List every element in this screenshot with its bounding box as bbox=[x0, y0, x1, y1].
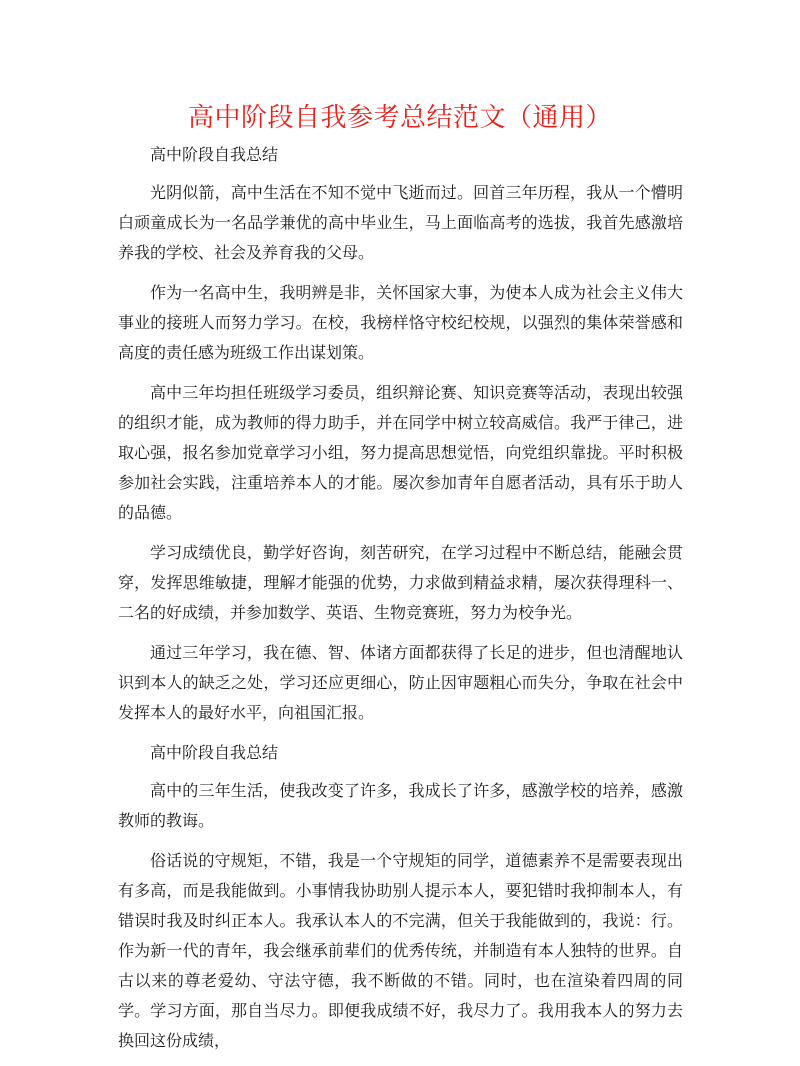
document-title: 高中阶段自我参考总结范文（通用） bbox=[187, 103, 612, 133]
paragraph: 俗话说的守规矩，不错，我是一个守规矩的同学，道德素养不是需要表现出有多高，而是我能做到。小事情我协助别人提示本人，要犯错时我抑制本人，有错误时我及时纠正本人。我承认本人的不完满，但关于我能做到的，我说：行。作为新一代的青年，我会继承前辈们的优秀传统，并制造有本人独特的世界。自古以来的尊老爱幼、守法守德，我不断做的不错。同时，也在渲染着四周的同学。学习方面，那自当尽力。即便我成绩不好，我尽力了。我用我本人的努力去换回这份成绩， bbox=[118, 851, 683, 1050]
document-body bbox=[118, 140, 683, 1066]
paragraph: 通过三年学习，我在德、智、体诸方面都获得了长足的进步，但也清醒地认识到本人的缺乏之处，学习还应更细心，防止因审题粗心而失分，争取在社会中发挥本人的最好水平，向祖国汇报。 bbox=[118, 643, 683, 722]
paragraph: 学习成绩优良，勤学好咨询，刻苦研究，在学习过程中不断总结，能融会贯穿，发挥思维敏捷，理解才能强的优势，力求做到精益求精，屡次获得理科一、二名的好成绩，并参加数学、英语、生物竞赛班，努力为校争光。 bbox=[118, 543, 683, 622]
paragraph: 高中的三年生活，使我改变了许多，我成长了许多，感激学校的培养，感激教师的教诲。 bbox=[118, 781, 683, 830]
paragraph: 作为一名高中生，我明辨是非，关怀国家大事，为使本人成为社会主义伟大事业的接班人而努力学习。在校，我榜样恪守校纪校规，以强烈的集体荣誉感和高度的责任感为班级工作出谋划策。 bbox=[118, 283, 683, 362]
section-heading-1: 高中阶段自我总结 bbox=[150, 145, 279, 164]
section-heading-2: 高中阶段自我总结 bbox=[150, 743, 279, 762]
paragraph: 光阴似箭，高中生活在不知不觉中飞逝而过。回首三年历程，我从一个懵明白顽童成长为一名品学兼优的高中毕业生，马上面临高考的选拔，我首先感激培养我的学校、社会及养育我的父母。 bbox=[118, 183, 683, 262]
paragraph: 高中三年均担任班级学习委员，组织辩论赛、知识竞赛等活动，表现出较强的组织才能，成为教师的得力助手，并在同学中树立较高威信。我严于律己，进取心强，报名参加党章学习小组，努力提高思想觉悟，向党组织靠拢。平时积极参加社会实践，注重培养本人的才能。屡次参加青年自愿者活动，具有乐于助人的品德。 bbox=[118, 383, 683, 522]
